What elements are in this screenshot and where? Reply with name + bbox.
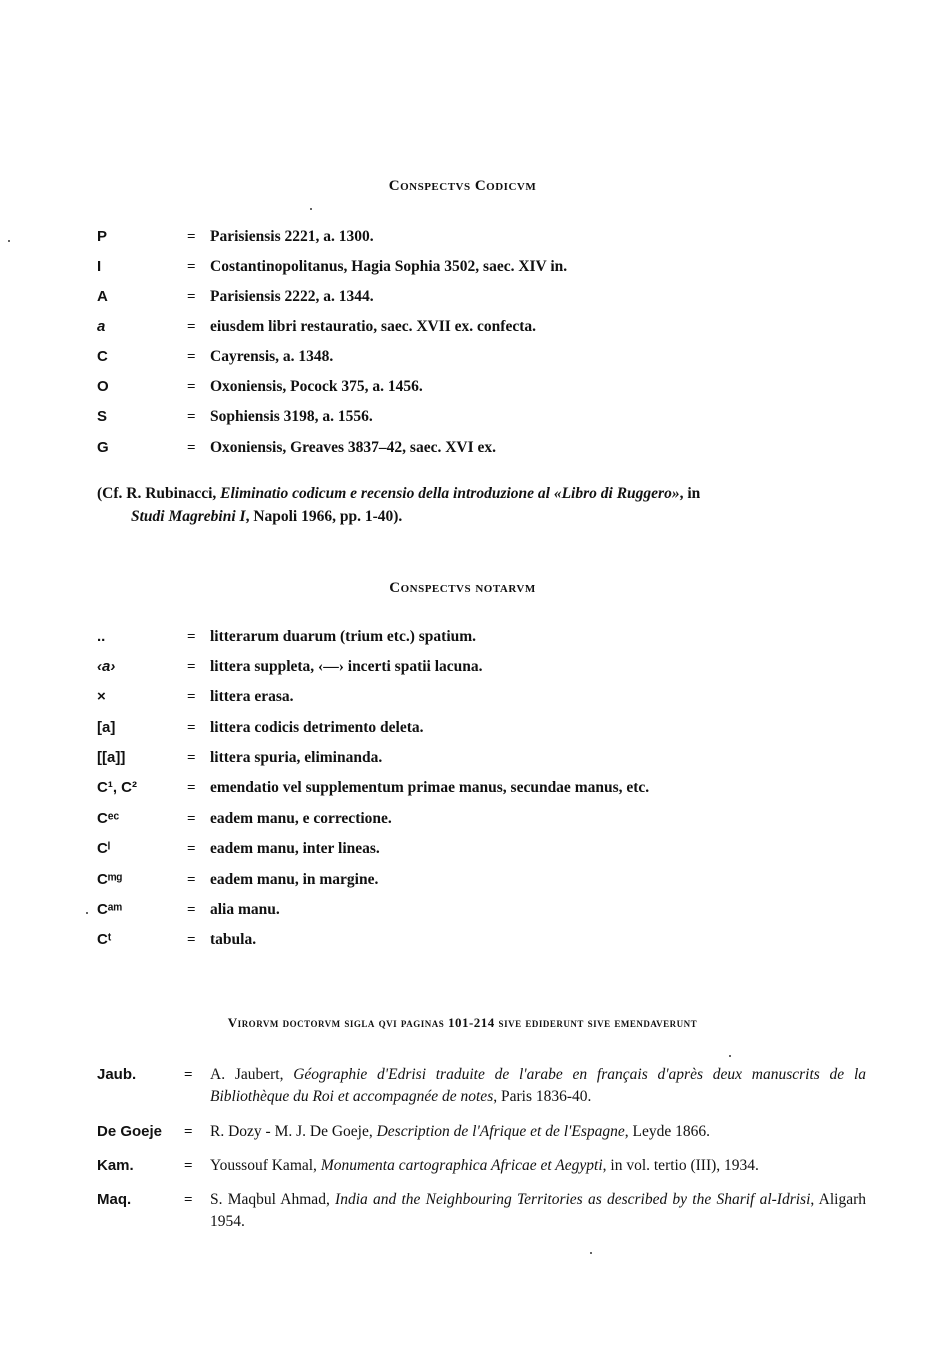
scan-speck [729, 1055, 731, 1057]
equals-sign: = [187, 780, 196, 796]
nota-description: eadem manu, in margine. [210, 871, 379, 888]
editor-sigil: Jaub. [97, 1066, 137, 1083]
editor-sigil: Maq. [97, 1191, 132, 1208]
codex-description: Oxoniensis, Greaves 3837–42, saec. XVI ex. [210, 439, 497, 456]
equals-sign: = [184, 1067, 193, 1083]
equals-sign: = [187, 229, 196, 245]
editor-row [0, 1189, 925, 1235]
codex-sigil: G [97, 439, 109, 456]
nota-sigil: Cᵗ [97, 931, 112, 948]
editor-imprint: , Paris 1836-40. [493, 1088, 592, 1105]
editor-imprint: , Leyde 1866. [624, 1123, 710, 1140]
nota-description: eadem manu, inter lineas. [210, 840, 380, 857]
editor-name: A. Jaubert, [210, 1066, 294, 1083]
equals-sign: = [187, 629, 196, 645]
editor-imprint: , Aligarh 1954. [210, 1191, 866, 1230]
nota-sigil: .. [97, 628, 106, 645]
nota-row [0, 929, 925, 955]
nota-sigil: C¹, C² [97, 779, 137, 796]
equals-sign: = [187, 349, 196, 365]
codex-row [0, 406, 925, 432]
equals-sign: = [187, 259, 196, 275]
nota-description: eadem manu, e correctione. [210, 810, 392, 827]
editor-work-title: Description de l'Afrique et de l'Espagne [376, 1123, 625, 1140]
nota-row [0, 869, 925, 895]
codex-description: Costantinopolitanus, Hagia Sophia 3502, saec. XIV in. [210, 258, 568, 275]
nota-row [0, 808, 925, 834]
codex-row [0, 256, 925, 282]
editor-reference [210, 1121, 866, 1143]
editor-name: R. Dozy - M. J. De Goeje, [210, 1123, 377, 1140]
equals-sign: = [184, 1124, 193, 1140]
nota-sigil: Cᵃᵐ [97, 901, 122, 918]
codex-sigil: P [97, 228, 108, 245]
equals-sign: = [187, 902, 196, 918]
codex-sigil: I [97, 258, 102, 275]
editor-imprint: , in vol. tertio (III), 1934. [602, 1157, 759, 1174]
editor-work-title: Monumenta cartographica Africae et Aegypti [320, 1157, 603, 1174]
nota-row [0, 747, 925, 773]
codices-reference-note [97, 482, 869, 528]
cf-series: Studi Magrebini I [131, 508, 246, 525]
cf-title: Eliminatio codicum e recensio della introduzione al «Libro di Ruggero» [220, 485, 680, 502]
codex-description: Oxoniensis, Pocock 375, a. 1456. [210, 378, 423, 395]
scan-speck [310, 208, 312, 210]
scan-speck [86, 912, 88, 914]
nota-row [0, 838, 925, 864]
codex-row [0, 286, 925, 312]
codex-description: Cayrensis, a. 1348. [210, 348, 334, 365]
editor-reference [210, 1189, 866, 1233]
nota-sigil: ‹a› [97, 658, 116, 675]
nota-sigil: [a] [97, 719, 116, 736]
equals-sign: = [187, 932, 196, 948]
equals-sign: = [187, 440, 196, 456]
equals-sign: = [187, 872, 196, 888]
nota-row [0, 626, 925, 652]
nota-sigil: [[a]] [97, 749, 126, 766]
codex-row [0, 376, 925, 402]
nota-sigil: Cᵐᵍ [97, 871, 123, 888]
equals-sign: = [184, 1192, 193, 1208]
codex-sigil: A [97, 288, 108, 305]
equals-sign: = [187, 409, 196, 425]
codex-description: Sophiensis 3198, a. 1556. [210, 408, 373, 425]
editores-heading: Virorvm doctorvm sigla qvi paginas 101-214 sive ediderunt sive emendaverunt [227, 1015, 698, 1030]
equals-sign: = [187, 720, 196, 736]
editor-name: S. Maqbul Ahmad, [210, 1191, 336, 1208]
equals-sign: = [184, 1158, 193, 1174]
codex-sigil: a [97, 318, 106, 335]
nota-sigil: Cˡ [97, 840, 110, 857]
nota-row [0, 656, 925, 682]
nota-row [0, 686, 925, 712]
nota-sigil: × [97, 688, 106, 705]
nota-description: emendatio vel supplementum primae manus, secundae manus, etc. [210, 779, 650, 796]
cf-text: , in [679, 485, 701, 502]
codex-row [0, 316, 925, 342]
editor-reference [210, 1064, 866, 1108]
equals-sign: = [187, 750, 196, 766]
cf-text: (Cf. R. Rubinacci, [97, 485, 221, 502]
editor-row [0, 1155, 925, 1179]
codex-sigil: C [97, 348, 108, 365]
editor-reference [210, 1155, 866, 1177]
equals-sign: = [187, 289, 196, 305]
equals-sign: = [187, 379, 196, 395]
nota-description: alia manu. [210, 901, 280, 918]
nota-row [0, 899, 925, 925]
nota-description: littera spuria, eliminanda. [210, 749, 383, 766]
equals-sign: = [187, 841, 196, 857]
nota-description: littera suppleta, ‹—› incerti spatii lacuna. [210, 658, 483, 675]
equals-sign: = [187, 811, 196, 827]
codex-description: eiusdem libri restauratio, saec. XVII ex. confecta. [210, 318, 537, 335]
codex-sigil: O [97, 378, 109, 395]
codex-description: Parisiensis 2221, a. 1300. [210, 228, 374, 245]
editor-name: Youssouf Kamal, [210, 1157, 321, 1174]
editor-work-title: Géographie d'Edrisi traduite de l'arabe en français d'après deux manuscrits de la Bibliothèque du Roi et accompagnée de notes [210, 1066, 867, 1105]
editor-work-title: India and the Neighbouring Territories as described by the Sharif al-Idrisi [335, 1191, 811, 1208]
editor-row [0, 1064, 925, 1110]
codices-heading: Conspectvs Codicvm [388, 178, 537, 194]
codex-row [0, 226, 925, 252]
codex-sigil: S [97, 408, 108, 425]
nota-row [0, 777, 925, 803]
codex-row [0, 437, 925, 463]
codex-row [0, 346, 925, 372]
nota-sigil: Cᵉᶜ [97, 810, 120, 827]
notae-heading: Conspectvs notarvm [389, 580, 536, 596]
nota-row [0, 717, 925, 743]
scan-speck [590, 1252, 592, 1254]
nota-description: littera erasa. [210, 688, 294, 705]
editor-sigil: Kam. [97, 1157, 134, 1174]
editor-sigil: De Goeje [97, 1123, 163, 1140]
nota-description: litterarum duarum (trium etc.) spatium. [210, 628, 477, 645]
equals-sign: = [187, 689, 196, 705]
cf-text: , Napoli 1966, pp. 1-40). [245, 508, 403, 525]
equals-sign: = [187, 319, 196, 335]
scan-speck [8, 240, 10, 242]
equals-sign: = [187, 659, 196, 675]
nota-description: tabula. [210, 931, 257, 948]
editor-row [0, 1121, 925, 1145]
nota-description: littera codicis detrimento deleta. [210, 719, 424, 736]
codex-description: Parisiensis 2222, a. 1344. [210, 288, 374, 305]
